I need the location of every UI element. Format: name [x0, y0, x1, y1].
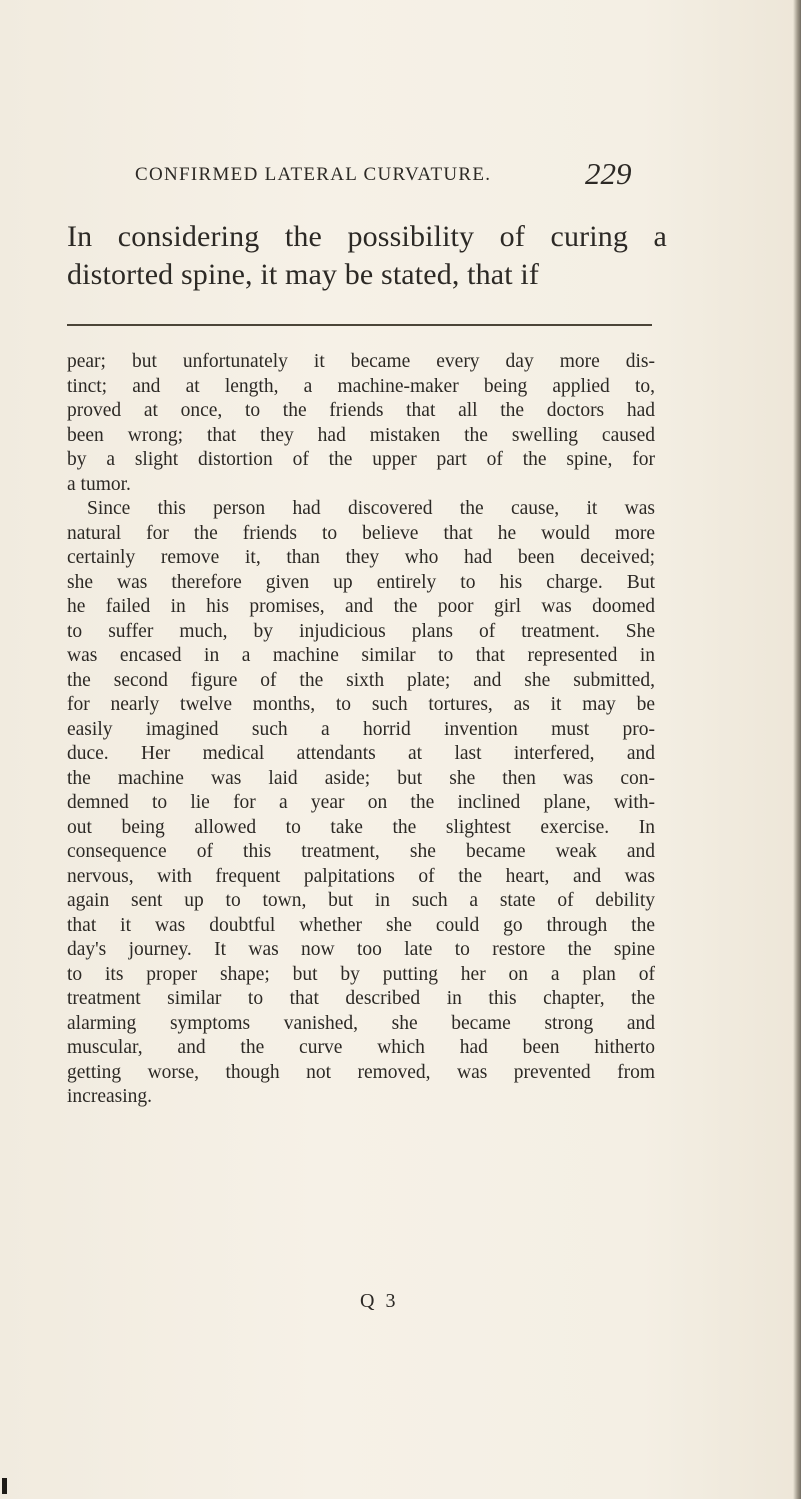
signature-mark: Q 3 — [360, 1290, 399, 1312]
text-line: pear; but unfortunately it became every day more dis- — [67, 351, 655, 372]
text-line: the machine was laid aside; but she then was con- — [67, 767, 655, 789]
text-line: getting worse, though not removed, was prevented from — [67, 1061, 655, 1083]
divider-rule — [67, 324, 652, 326]
text-line: the second figure of the sixth plate; and she submitted, — [67, 669, 655, 691]
text-line: a tumor. — [67, 473, 131, 495]
text-line: by a slight distortion of the upper part of the spine, for — [67, 449, 655, 470]
text-line: was encased in a machine similar to that represented in — [67, 645, 655, 666]
text-line: duce. Her medical attendants at last interfered, and — [67, 743, 655, 764]
text-line: to its proper shape; but by putting her on a plan of — [67, 963, 655, 985]
text-line: consequence of this treatment, she became weak and — [67, 841, 655, 862]
page-edge-shadow — [793, 0, 801, 1499]
text-line: certainly remove it, than they who had been deceived; — [67, 547, 655, 568]
note-line: distorted spine, it may be stated, that if — [67, 258, 540, 291]
text-line: she was therefore given up entirely to his charge. But — [67, 571, 655, 593]
text-line: nervous, with frequent palpitations of the heart, and was — [67, 865, 655, 887]
text-line: muscular, and the curve which had been hitherto — [67, 1037, 655, 1058]
text-line: proved at once, to the friends that all the doctors had — [67, 400, 655, 421]
note-line: In considering the possibility of curing a — [67, 220, 667, 253]
text-line: he failed in his promises, and the poor girl was doomed — [67, 596, 655, 617]
text-line: again sent up to town, but in such a state of debility — [67, 890, 655, 911]
text-line: that it was doubtful whether she could go through the — [67, 914, 655, 936]
page-number: 229 — [585, 156, 632, 191]
overlaid-note-slip — [67, 218, 667, 294]
text-line: been wrong; that they had mistaken the swelling caused — [67, 424, 655, 446]
text-line: increasing. — [67, 1086, 153, 1107]
text-line: treatment similar to that described in this chapter, the — [67, 988, 655, 1009]
text-line: natural for the friends to believe that he would more — [67, 522, 655, 544]
text-line: easily imagined such a horrid invention must pro- — [67, 718, 655, 740]
running-head: CONFIRMED LATERAL CURVATURE. — [135, 164, 492, 185]
body-paragraphs — [67, 350, 655, 1110]
text-line: to suffer much, by injudicious plans of treatment. She — [67, 620, 655, 642]
text-line: alarming symptoms vanished, she became strong and — [67, 1012, 655, 1034]
text-line: day's journey. It was now too late to restore the spine — [67, 939, 655, 960]
text-line: Since this person had discovered the cause, it was — [87, 498, 655, 519]
text-line: for nearly twelve months, to such tortures, as it may be — [67, 694, 655, 715]
text-line: demned to lie for a year on the inclined plane, with- — [67, 792, 655, 813]
text-line: tinct; and at length, a machine-maker being applied to, — [67, 375, 655, 397]
page-header — [135, 156, 635, 196]
text-line: out being allowed to take the slightest exercise. In — [67, 816, 655, 838]
corner-mark — [2, 1478, 7, 1494]
